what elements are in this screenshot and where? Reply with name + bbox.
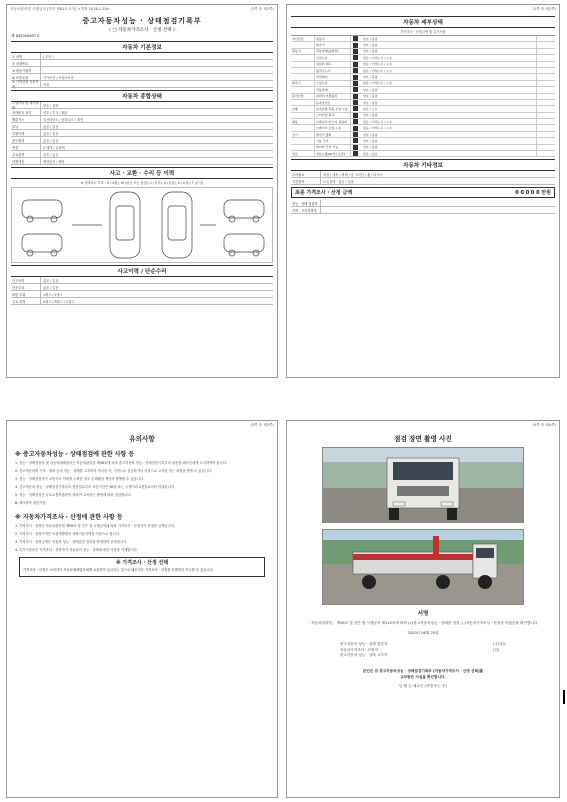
foot-line-1: 본인은 위 중고자동차성능 · 상태점검기록부 [자동차가격조사 · 산정 선택]를 [362, 668, 484, 673]
detail-group: 원동기 [291, 49, 315, 54]
section-status: 자동차 종합상태 [11, 90, 273, 102]
table-row [11, 60, 273, 67]
detail-item: 냉각수누수 [315, 68, 351, 73]
sign-price-assessor: 자동차가격조사 · 산정자 [339, 647, 378, 652]
checkbox-icon [353, 62, 358, 67]
buyer-confirmation [287, 669, 559, 690]
checkbox-icon [353, 49, 358, 54]
sign-row [287, 642, 559, 659]
detail-state [351, 132, 536, 137]
detail-state-text: 양호 / 불량 [363, 43, 378, 48]
checkbox-icon [353, 106, 358, 111]
row-value: 없음 / 있음 [43, 124, 59, 129]
table-row [11, 158, 273, 165]
checkbox-icon [353, 36, 358, 41]
detail-remark [536, 138, 555, 143]
checkbox-icon [353, 75, 358, 80]
header-right: (1쪽 중 제1쪽) [250, 7, 274, 11]
detail-group [291, 74, 315, 79]
table-row [11, 137, 273, 144]
detail-remark [536, 49, 555, 54]
row-label: 색상 [11, 144, 41, 150]
row-label: 용도변경 [11, 137, 41, 143]
row-value: 만원 [43, 82, 50, 87]
detail-note: 가격조사 · 산정금액 및 특기사항 [400, 30, 446, 34]
detail-item: 와이퍼 모터 기능 [315, 145, 351, 150]
detail-remark [536, 55, 555, 60]
detail-state-text: 없음 / 미세누유 / 누유 [363, 81, 393, 86]
detail-state [351, 68, 536, 73]
foot-line-3: 년 월 일 매수인 (서명 또는 인) [399, 684, 447, 689]
detail-state [351, 87, 536, 92]
notice-heading-2: ※ 자동차가격조사 · 산정에 관한 사항 등 [15, 514, 123, 521]
accident-note: ※ 상태표시 부호 : X (교환), W (판금 또는 용접), C (부식), A (흠집), U (요철), T (손상) [80, 181, 204, 185]
detail-group: 전기 [291, 132, 315, 137]
detail-state [351, 81, 536, 86]
detail-state-text: 없음 / 미세누유 / 누유 [363, 62, 393, 67]
detail-state-text: 양호 / 불량 [363, 138, 378, 143]
table-row [11, 81, 273, 88]
truck-rear-photo [322, 529, 524, 605]
row-label: 배출가스 [11, 116, 41, 122]
detail-remark [536, 100, 555, 105]
detail-remark [536, 94, 555, 99]
detail-item: 스티어링 펌프 [315, 113, 351, 118]
detail-item: 작동상태 [315, 87, 351, 92]
sign-date: 2020년 06월 25일 [407, 630, 439, 635]
truck-front-photo [322, 447, 524, 523]
row-label: ⑥ 보증유형 [11, 74, 41, 80]
checkbox-icon [353, 126, 358, 131]
page-edge-marker [563, 690, 565, 704]
detail-table [291, 35, 555, 157]
checkbox-icon [353, 132, 358, 137]
detail-group: 자기진단 [291, 36, 315, 41]
car-diagram [11, 187, 273, 263]
detail-state-text: 양호 / 불량 [363, 145, 378, 150]
price-value: 0 0 0 0 0 만원 [515, 190, 551, 197]
row-label: ① 차명 [11, 53, 41, 59]
notice-paragraph: 3. 성능 · 상태점검자가 교통사고 이력을 누락한 경우 손해배상 책임이 발생할 수 있습니다. [15, 477, 145, 481]
checkbox-icon [353, 138, 358, 143]
detail-group: 제동 [291, 119, 315, 124]
detail-item: 작동상태(공회전) [315, 49, 351, 54]
row-label: 외판 부위 [11, 291, 41, 297]
checkbox-icon [353, 100, 358, 105]
detail-state [351, 119, 536, 124]
detail-remark [536, 62, 555, 67]
detail-state [351, 100, 536, 105]
row-label: 사고이력 [11, 277, 41, 283]
notice-paragraph: 2. 가격조사 · 산정가격은 보험개발원의 차량기준가액을 기준으로 합니다. [15, 532, 120, 536]
detail-remark [536, 125, 555, 130]
detail-item: 브레이크 오일 누유 [315, 125, 351, 130]
sign-label-1: 성능 · 상태 점검자 [291, 200, 321, 206]
notice-paragraph: 6. 체크항목 판단기준 [15, 501, 46, 505]
detail-state [351, 151, 536, 156]
notice-paragraph: 1. 성능 · 상태점검자 및 자동차매매업자는 자동차관리법 제58조에 따라 중고자동차 성능 · 상태점검기록부의 내용을 매수인에게 고지하여야 합니다. [15, 461, 227, 465]
detail-state-text: 없음 / 미세누유 / 누유 [363, 126, 393, 131]
table-row [11, 144, 273, 151]
detail-remark [536, 42, 555, 47]
checkbox-icon [353, 94, 358, 99]
notice-paragraphs-1 [7, 461, 277, 506]
price-selection-box [19, 557, 265, 577]
detail-item: 발전기 출력 [315, 132, 351, 137]
checkbox-icon [353, 113, 358, 118]
detail-state [351, 62, 536, 67]
header-right: (4쪽 중 제4쪽) [532, 423, 556, 427]
detail-state-text: 양호 / 불량 [363, 87, 378, 92]
notice-paragraph: 5. 성능 · 상태점검은 국토교통부장관이 정하여 고시하는 방법에 따라 점검합니다. [15, 493, 132, 497]
detail-state-text: 없음 / 미세누유 / 누유 [363, 55, 393, 60]
checkbox-icon [353, 81, 358, 86]
detail-state-text: 양호 / 불량 [363, 36, 378, 41]
detail-state-text: 없음 / 누유 [363, 106, 378, 111]
checkbox-icon [353, 119, 358, 124]
detail-group: 변속기 [291, 81, 315, 86]
detail-group: 연료 [291, 151, 315, 156]
checkbox-icon [353, 43, 358, 48]
detail-state-text: 없음 / 있음 [363, 151, 378, 156]
detail-item: 시동 모터 [315, 138, 351, 143]
section-summary: 사고이력 / 단순수리 [11, 265, 273, 277]
detail-remark [536, 36, 555, 41]
detail-remark [536, 106, 555, 111]
detail-state-text: 없음 / 미세누유 / 누유 [363, 119, 393, 124]
detail-group: 조향 [291, 106, 315, 111]
detail-group [291, 87, 315, 92]
table-row [291, 151, 555, 157]
sign-inspector: 중고자동차 성능 · 상태 점검자 [339, 642, 388, 647]
table-row [11, 123, 273, 130]
row-label: 수리필요 [291, 171, 321, 177]
status-table [11, 102, 273, 165]
detail-state-text: 양호 / 불량 [363, 100, 378, 105]
row-label: 주요 골격 [11, 298, 41, 304]
detail-state [351, 106, 536, 111]
row-label: 주행거리 및 계기상태 [11, 102, 41, 108]
detail-group [291, 62, 315, 67]
checkbox-icon [353, 151, 358, 156]
checkbox-icon [353, 68, 358, 73]
record-page-3 [6, 420, 278, 798]
row-label: 단순수리 [11, 284, 41, 290]
notice-paragraph: 3. 가격조사 · 산정금액은 자동차 성능 · 상태점검 결과를 반영하여 산정합니다. [15, 540, 128, 544]
detail-remark [536, 119, 555, 124]
detail-state [351, 113, 536, 118]
row-value: 보유상태 : 없음 / 있음 [323, 179, 354, 184]
row-label: 리콜대상 [11, 158, 41, 164]
detail-group [291, 113, 315, 118]
row-value: 양호 / 불량 [43, 103, 59, 108]
detail-item: 동력조향 작동 오일 누유 [315, 106, 351, 111]
row-value: 해당없음 / 해당 [43, 159, 65, 164]
detail-group [291, 42, 315, 47]
checkbox-icon [353, 145, 358, 150]
detail-remark [536, 145, 555, 150]
detail-remark [536, 87, 555, 92]
row-label: 튜닝 [11, 123, 41, 129]
box-title: ※ 가격조사 · 산정 선택 [115, 560, 169, 566]
detail-item: 실린더 헤드 [315, 62, 351, 67]
detail-state [351, 145, 536, 150]
detail-group [291, 55, 315, 60]
table-row [291, 171, 555, 178]
page-header [287, 5, 559, 14]
section-accident: 사고 · 교환 · 수리 등 이력 [11, 167, 273, 179]
detail-remark [536, 68, 555, 73]
page-subtitle: ( □ 자동차가격조사 · 산정 선택 ) [109, 28, 175, 33]
foot-line-2: 교부받은 사실을 확인합니다. [400, 674, 446, 679]
truck-rear-image [323, 530, 523, 604]
page-header [7, 421, 277, 430]
row-value: 양호 / 부식 / 훼손 [43, 110, 68, 115]
detail-state-text: 양호 / 불량 [363, 113, 378, 118]
row-value: 없음 / 있음 [43, 131, 59, 136]
detail-group [291, 138, 315, 143]
table-row [11, 291, 273, 298]
detail-state [351, 75, 536, 80]
detail-group [291, 125, 315, 130]
detail-item: 커먼레일 [315, 74, 351, 79]
row-label: ③ 차대번호 [11, 60, 41, 66]
row-value: 없음 / 있음 [43, 285, 59, 290]
price-label: 최종 가격조사 · 산정 금액 [295, 190, 353, 197]
row-value: 없음 / 있음 [43, 152, 59, 157]
notice-paragraph: 2. 중고자동차의 구조 · 장치 등의 성능 · 상태를 고지하지 아니한 자, 거짓으로 점검하거나 거짓으로 고지한 자는 처벌을 받을 수 있습니다. [15, 469, 213, 473]
table-row [11, 109, 273, 116]
table-row [11, 284, 273, 291]
detail-item: 원동기 [315, 36, 351, 41]
detail-state [351, 55, 536, 60]
row-value: 무채색 / 유채색 [43, 145, 65, 150]
detail-state-text: 양호 / 불량 [363, 75, 378, 80]
row-label: ⑤ 원동기형식 [11, 67, 41, 73]
detail-remark [536, 81, 555, 86]
row-value: 일산화탄소 / 탄화수소 / 매연 [43, 117, 84, 122]
table-row [11, 53, 273, 60]
row-label: 차대번호 표기 [11, 109, 41, 115]
table-row [11, 298, 273, 305]
detail-remark [536, 151, 555, 156]
row-value: 외장 / 내장 / 광택 / 룸 크리닝 / 휠 / 타이어 [323, 172, 383, 177]
detail-group [291, 68, 315, 73]
header-right: (3쪽 중 제3쪽) [250, 423, 274, 427]
table-row [11, 151, 273, 158]
record-page-1 [6, 4, 278, 378]
sign-label-2: 가격 · 조사산정자 [291, 207, 321, 213]
photo-title: 점검 장면 촬영 사진 [394, 435, 452, 443]
detail-remark [536, 74, 555, 79]
row-value: A랭크 / B랭크 / C랭크 [43, 299, 75, 304]
detail-group [291, 145, 315, 150]
sign-notifier: 중고자동차 성능 · 상태 고지자 [339, 653, 388, 658]
checkbox-icon [353, 55, 358, 60]
sign-text: 「자동차관리법」 제58조 및 같은 법 시행규칙 제120조에 따라 (√)중고자동차성능 · 상태를 점검, ( )자동차가격조사 · 산정을 하였음을 확인합니다. [307, 621, 539, 625]
other-info-table [291, 171, 555, 185]
sign-seal: (인) [492, 647, 500, 652]
summary-table [11, 277, 273, 305]
detail-state [351, 49, 536, 54]
section-detail: 자동차 세부상태 [291, 16, 555, 28]
detail-group [291, 100, 315, 105]
detail-state [351, 36, 536, 41]
sign-title: 서명 [417, 611, 429, 617]
detail-state-text: 양호 / 불량 [363, 94, 378, 99]
signature-area [291, 200, 555, 214]
header-left: 자동차관리법 시행규칙 [별지 제82호서식] <개정 2018.1.18> [10, 7, 110, 11]
detail-group: 동력전달 [291, 94, 315, 99]
detail-state [351, 126, 536, 131]
detail-item: 변속기 [315, 42, 351, 47]
table-row [11, 130, 273, 137]
record-page-2 [286, 4, 560, 378]
detail-remark [536, 132, 555, 137]
detail-item: 오일누유 [315, 81, 351, 86]
detail-state [351, 138, 536, 143]
notice-paragraphs-2 [7, 524, 277, 553]
row-value: ( 트럭 ) [43, 54, 54, 59]
table-row [11, 116, 273, 123]
detail-state-text: 양호 / 불량 [363, 49, 378, 54]
row-label: 기본품목 [291, 178, 321, 184]
box-text: 가격조사 · 산정은 소비자가 자동차매매업자에게 요청하여 실시하는 것으로 매수인은 가격조사 · 산정을 선택하지 아니할 수 있습니다. [23, 568, 214, 572]
detail-item: 클러치 어셈블리 [315, 94, 351, 99]
truck-front-image [323, 448, 523, 522]
table-row [11, 277, 273, 284]
car-outline-diagram [12, 188, 274, 262]
notice-paragraph: 4. 중고자동차 성능 · 상태점검기록부의 점검일로부터 보증기간은 30일 또는 주행거리 2천킬로미터 이내입니다. [15, 485, 176, 489]
table-row [291, 178, 555, 185]
row-value: 1랭크 / 2랭크 [43, 292, 63, 297]
detail-item: 오일누유 [315, 55, 351, 60]
checkbox-icon [353, 87, 358, 92]
notice-heading-1: ※ 중고자동차성능 · 상태점검에 관한 사항 등 [15, 451, 135, 458]
row-value: 없음 / 있음 [43, 138, 59, 143]
record-page-4 [286, 420, 560, 798]
table-row [11, 67, 273, 74]
detail-remark [536, 113, 555, 118]
detail-item: 연료누출(LP가스포함) [315, 151, 351, 156]
table-row [11, 74, 273, 81]
detail-state-text: 없음 / 미세누수 / 누수 [363, 68, 393, 73]
page-title: 중고자동차성능 · 상태점검기록부 [82, 17, 202, 25]
header-right: (2쪽 중 제2쪽) [532, 7, 556, 11]
table-row [11, 102, 273, 109]
sign-company: (주)성능 [492, 642, 507, 647]
doc-number: 제 642000637호 [11, 34, 40, 38]
row-label: ⑦ 가격산정 기준가격 [11, 81, 41, 87]
detail-item: 브레이크 마스터 실린더 [315, 119, 351, 124]
notice-title: 유의사항 [129, 435, 155, 443]
basic-info-table [11, 53, 273, 88]
row-label: 주요옵션 [11, 151, 41, 157]
row-value: 자가보증 / 보험사보증 [43, 75, 74, 80]
notice-paragraph: 1. 가격조사 · 산정은 자동차관리법 제58조 및 같은 법 시행규칙에 따라 가격조사 · 산정자가 산정한 금액입니다. [15, 524, 175, 528]
final-price [291, 187, 555, 198]
page-header [287, 421, 559, 430]
row-label: 특별이력 [11, 130, 41, 136]
detail-state [351, 43, 536, 48]
row-value: 없음 / 있음 [43, 278, 59, 283]
page-header [7, 5, 277, 14]
section-basic: 자동차 기본정보 [11, 41, 273, 53]
section-other: 자동차 기타정보 [291, 159, 555, 171]
detail-state [351, 94, 536, 99]
notice-paragraph: 4. 특기사항란은 가격조사 · 산정자가 자동차의 성능 · 상태에 대한 사항을 기재합니다. [15, 548, 138, 552]
detail-state-text: 양호 / 불량 [363, 132, 378, 137]
detail-item: 등속조인트 [315, 100, 351, 105]
